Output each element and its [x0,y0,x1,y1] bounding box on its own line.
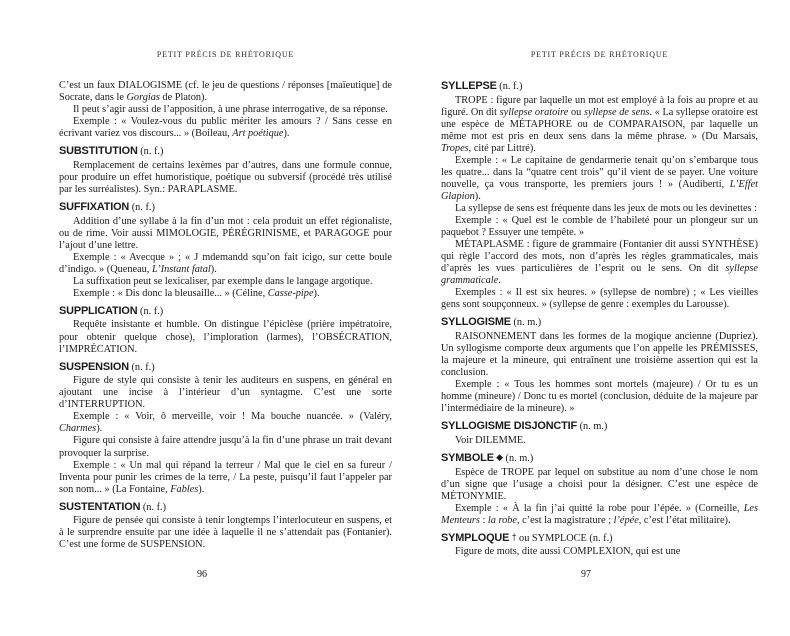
running-header-left: PETIT PRÉCIS DE RHÉTORIQUE [156,50,295,59]
headword-text: SYMBOLE [441,452,494,464]
entry-headword [59,361,392,375]
entry-paragraph: Exemple : « Tous les hommes sont mortels (majeure) / Or tu es un homme (mineure) / Donc tu es mortel (conclusion, déduite de la majeure par l’intermédiaire de la mineure). » [441,379,758,415]
headword-text: SUSPENSION [59,360,129,373]
entry-paragraph: Exemple : « À la fin j’ai quitté la robe pour l’épée. » (Corneille, Les Menteurs : la robe, c’est la magistrature ; l’épée, c’est l’état militaire). [441,502,758,526]
entry-paragraph: Exemple : « Le capitaine de gendarmerie tenait qu’on s’embarque tous les quatre... dans la “quatre cent trois” qu’il vient de se payer. Une voiture nouvelle, ça vous transporte, les premiers jours ! » (Audiberti, L’Effet Glapion). [441,154,758,202]
entry-paragraph: Voir DILEMME. [455,434,526,446]
dictionary-entry [441,532,758,559]
page-body-left [59,80,392,551]
entry-headword [441,316,758,330]
continuation-paragraph: Il peut s’agir aussi de l’apposition, à une phrase interrogative, de sa réponse. [73,104,388,116]
entry-headword [441,532,758,546]
part-of-speech: (n. f.) [140,501,167,513]
dagger-icon: † [509,531,517,542]
entry-headword [59,501,392,515]
page-number-left: 96 [197,569,207,580]
dictionary-entry [59,305,392,356]
entry-paragraph: RAISONNEMENT dans les formes de la mogique ancienne (Dupriez). Un syllogisme comporte deux arguments que l’on appelle les PRÉMISSES, la majeure et la mineure, qui entraînent une troisième assertion qui est la conclusion. [441,331,758,379]
part-of-speech: (n. f.) [586,532,613,544]
entry-paragraph: TROPE : figure par laquelle un mot est employé à la fois au propre et au figuré. On dit syllepse oratoire ou syllepse de sens. « La syllepse oratoire est une espèce de MÉTAPHORE ou de COMPARAISON, par laquelle un même mot est pris en deux sens dans la même phrase. » (Du Marsais, Tropes, cité par Littré). [441,94,758,154]
headword-text: SYLLOGISME DISJONCTIF [441,420,578,433]
dictionary-entry [441,80,758,311]
part-of-speech: (n. f.) [129,201,155,213]
page-body-right [441,80,758,558]
entry-paragraph: Exemple : « Avecque » ; « J mdemandd squ’on fait icigo, sur cette boule d’indigo. » (Queneau, L’Instant fatal). [59,251,392,275]
entry-paragraph: Figure de style qui consiste à tenir les auditeurs en suspens, en général en ajoutant une incise à l’intérieur d’un syntagme. C’est une sorte d’INTERRUPTION. [59,375,392,411]
dictionary-entry [59,201,392,300]
dictionary-entry [59,145,392,196]
running-header-right: PETIT PRÉCIS DE RHÉTORIQUE [530,50,669,59]
part-of-speech: (n. f.) [496,81,523,92]
entry-headword [441,420,758,434]
entry-headword [59,201,392,215]
entry-paragraph: Exemples : « Il est six heures. » (syllepse de nombre) ; « Les vieilles gens sont soupçonneux. » (syllepse de genre : exemples du Larousse). [441,287,758,311]
headword-variant: ou SYMPLOCE [516,532,587,544]
continuation-paragraph: Exemple : « Voulez-vous du public mériter les amours ? / Sans cesse en écrivant variez vos discours... » (Boileau, Art poétique). [59,116,392,140]
entry-paragraph: La syllepse de sens est fréquente dans les jeux de mots ou les devinettes : [455,203,757,215]
headword-text: SUFFIXATION [59,200,130,213]
page-left [59,50,392,551]
entry-headword [441,80,758,94]
entry-paragraph: La suffixation peut se lexicaliser, par exemple dans le langage argotique. [73,275,373,287]
page-number-right: 97 [581,569,591,580]
part-of-speech: (n. m.) [577,421,608,433]
page-right [441,50,758,558]
part-of-speech: (n. f.) [128,361,155,373]
part-of-speech: (n. m.) [502,453,534,464]
entry-headword [59,305,392,319]
headword-text: SYLLEPSE [441,80,497,92]
entry-headword [441,452,758,466]
dictionary-entry [59,361,392,496]
entry-paragraph: Espèce de TROPE par lequel on substitue au nom d’une chose le nom d’un signe que l’usage a choisi pour la désigner. C’est une espèce de MÉTONYMIE. [441,466,758,502]
continuation-paragraph: C’est un faux DIALOGISME (cf. le jeu de questions / réponses [maïeutique] de Socrate, dans le Gorgias de Platon). [59,80,392,104]
entry-paragraph: Requête insistante et humble. On distingue l’épiclèse (prière impétratoire, pour obtenir quelque chose), l’imploration (larmes), l’OBSÉCRATION, l’IMPRÉCATION. [59,319,392,355]
entry-paragraph: Exemple : « Quel est le comble de l’habileté pour un plongeur sur un paquebot ? Essuyer une tempête. » [441,215,758,239]
entry-paragraph: Exemple : « Dis donc la bleusaille... » (Céline, Casse-pipe). [73,287,320,299]
dictionary-entry [59,501,392,552]
part-of-speech: (n. f.) [137,146,164,158]
entry-paragraph: Exemple : « Voir, ô merveille, voir ! Ma bouche nuancée. » (Valéry, Charmes). [59,411,392,435]
entry-paragraph: Remplacement de certains lexèmes par d’autres, dans une formule connue, pour produire un effet humoristique, poétique ou subversif (procédé très utilisé par les surréalistes). Syn.: PARAPLASME. [59,159,392,195]
entry-paragraph: Figure qui consiste à faire attendre jusqu’à la fin d’une phrase un trait devant provoquer la surprise. [59,435,392,459]
part-of-speech: (n. f.) [137,305,164,317]
headword-text: SUBSTITUTION [59,145,138,158]
diamond-icon: ◆ [493,452,503,462]
dictionary-entry [441,452,758,527]
part-of-speech: (n. m.) [510,317,542,329]
entry-headword [59,145,392,159]
headword-text: SYMPLOQUE [441,531,510,544]
entry-paragraph: Figure de mots, dite aussi COMPLEXION, qui est une [455,546,681,558]
headword-text: SYLLOGISME [441,316,511,329]
entry-paragraph: Addition d’une syllabe à la fin d’un mot : cela produit un effet régionaliste, ou de rime. Voir aussi MIMOLOGIE, PÉRÉGRINISME, et PARAGOGE pour l’ajout d’une lettre. [59,215,392,251]
headword-text: SUPPLICATION [59,304,138,317]
dictionary-entry [441,420,758,447]
entry-paragraph: MÉTAPLASME : figure de grammaire (Fontanier dit aussi SYNTHÈSE) qui règle l’accord des mots, non d’après les règles grammaticales, mais d’après les vues particulières de l’esprit ou le sens. On dit syllepse grammaticale. [441,239,758,287]
headword-text: SUSTENTATION [59,500,141,513]
entry-paragraph: Figure de pensée qui consiste à tenir longtemps l’interlocuteur en suspens, et à le surprendre ensuite par une idée à laquelle il ne s’attendait pas (Fontanier). C’est une forme de SUSPENSION. [59,515,392,551]
dictionary-entry [441,316,758,415]
entry-paragraph: Exemple : « Un mal qui répand la terreur / Mal que le ciel en sa fureur / Inventa pour punir les crimes de la terre, / La peste, puisqu’il faut l’appeler par son nom... » (La Fontaine, Fables). [59,459,392,495]
